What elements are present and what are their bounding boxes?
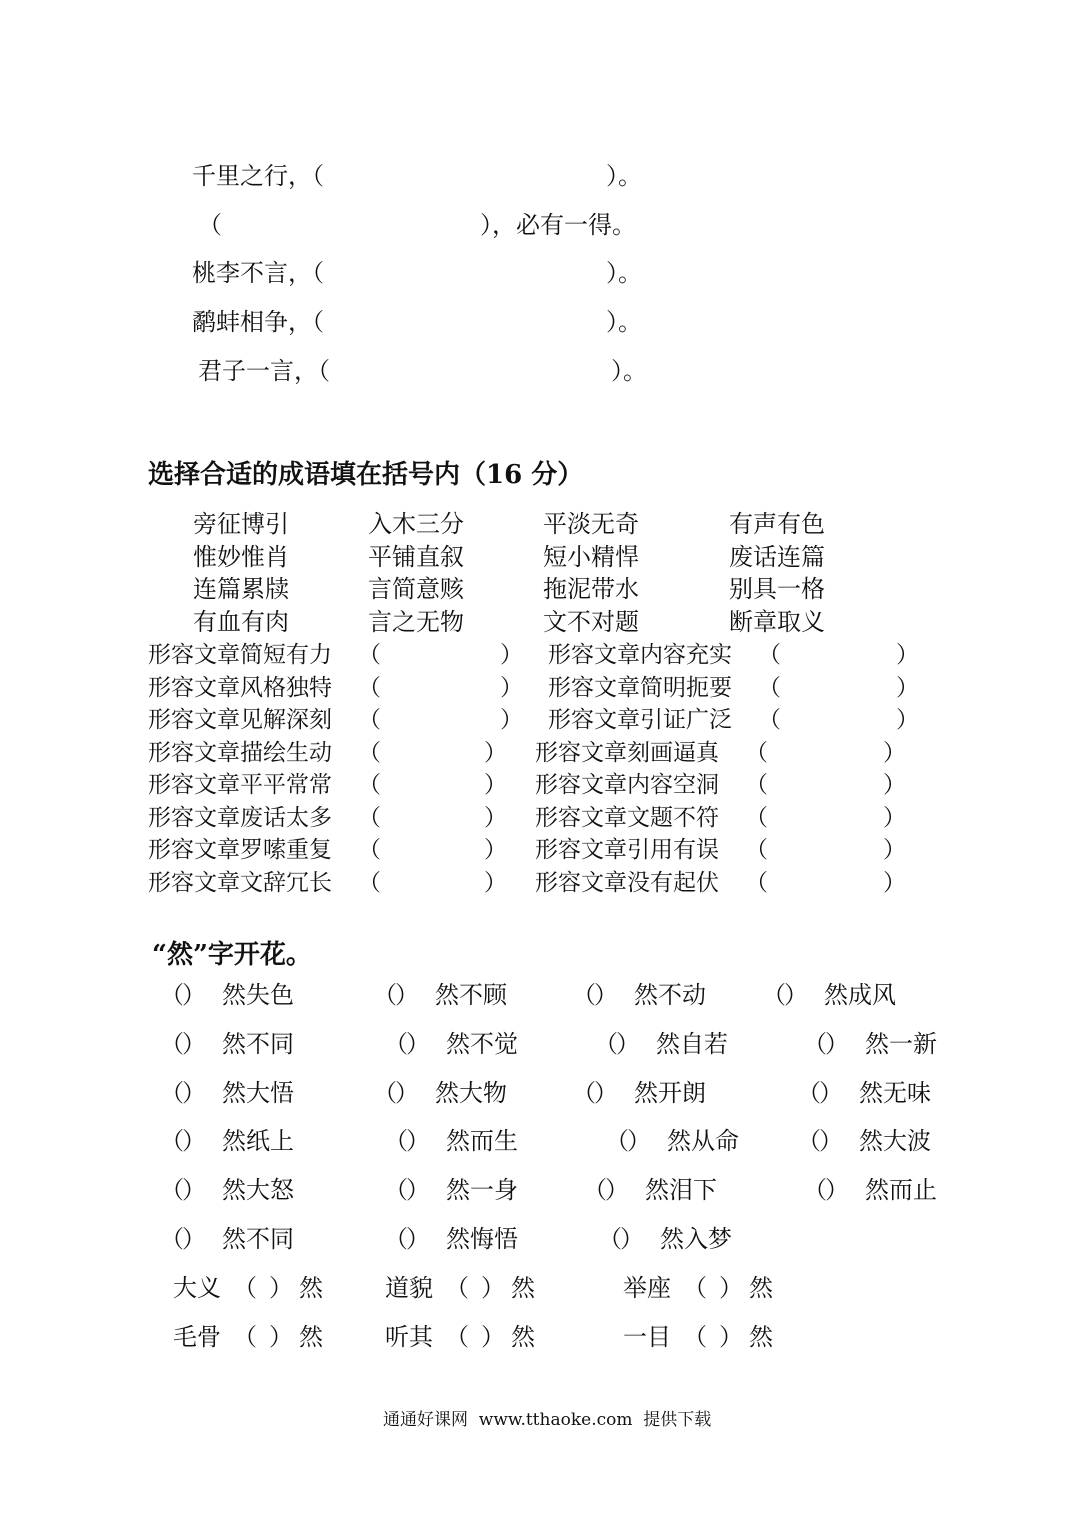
- idiom-option: 入木三分: [368, 510, 464, 538]
- blank-close: ）: [500, 707, 523, 733]
- blank-close: ）: [883, 869, 906, 896]
- proverb-4-end: ）。: [606, 308, 642, 336]
- idiom-option: 连篇累牍: [193, 575, 289, 603]
- ran-blank-open: （: [384, 1176, 408, 1205]
- blank-open: （: [758, 707, 781, 733]
- ran-suffix-word: 听其: [385, 1323, 433, 1351]
- blank-open: （: [358, 674, 381, 701]
- ran-blank-open: （: [594, 1029, 618, 1058]
- blank-open: （: [358, 739, 381, 766]
- ran-suffix-word: 大义: [173, 1274, 221, 1302]
- ran-blank-open: （: [797, 1078, 821, 1107]
- describe-label: 形容文章引用有误: [535, 837, 719, 863]
- ran-word: 然一身: [446, 1176, 518, 1205]
- idiom-option: 言之无物: [368, 607, 464, 636]
- ran-blank-open: （: [384, 1029, 408, 1058]
- ran-blank-close: ）: [719, 1274, 743, 1302]
- ran-word: 然泪下: [645, 1176, 717, 1205]
- blank-close: ）: [484, 869, 507, 896]
- ran-blank-close: ）: [819, 1127, 843, 1156]
- ran-suffix-word: 一目: [623, 1323, 671, 1351]
- ran-word: 然开朗: [634, 1078, 706, 1107]
- idiom-option: 有声有色: [729, 510, 825, 538]
- describe-label: 形容文章没有起伏: [535, 869, 719, 896]
- blank-open: （: [745, 837, 768, 863]
- ran-blank-open: （: [762, 981, 786, 1009]
- ran-word: 然纸上: [222, 1127, 294, 1156]
- proverb-3-end: ）。: [606, 259, 642, 287]
- proverb-5-end: ）。: [611, 357, 647, 385]
- blank-close: ）: [484, 739, 507, 766]
- ran-blank-close: ）: [605, 1176, 629, 1205]
- ran-suffix-word: 道貌: [385, 1274, 433, 1302]
- section-2-title: 选择合适的成语填在括号内（16 分）: [148, 460, 584, 490]
- ran-blank-close: ）: [182, 1029, 206, 1058]
- ran-word: 然大波: [859, 1127, 931, 1156]
- describe-label: 形容文章引证广泛: [548, 707, 732, 733]
- describe-label: 形容文章描绘生动: [148, 739, 332, 766]
- ran-blank-close: ）: [406, 1029, 430, 1058]
- describe-label: 形容文章内容空洞: [535, 772, 719, 798]
- ran-word: 然无味: [859, 1078, 931, 1107]
- proverb-2-start: （: [198, 211, 222, 239]
- ran-blank-close: ）: [819, 1078, 843, 1107]
- ran-blank-open: （: [160, 981, 184, 1009]
- idiom-option: 平铺直叙: [368, 542, 464, 571]
- ran-blank-close: ）: [182, 1127, 206, 1156]
- ran-word: 然而止: [865, 1176, 937, 1205]
- ran-word: 然从命: [667, 1127, 739, 1156]
- ran-blank-close: ）: [784, 981, 808, 1009]
- ran-blank-open: （: [797, 1127, 821, 1156]
- describe-label: 形容文章刻画逼真: [535, 739, 719, 766]
- blank-open: （: [745, 739, 768, 766]
- blank-open: （: [358, 837, 381, 863]
- ran-blank-close: ）: [481, 1274, 505, 1302]
- ran-blank-close: ）: [269, 1274, 293, 1302]
- ran-blank-open: （: [233, 1274, 257, 1302]
- ran-blank-close: ）: [719, 1323, 743, 1351]
- idiom-option: 短小精悍: [543, 542, 639, 571]
- proverb-2-end: ），必有一得。: [480, 211, 636, 239]
- blank-close: ）: [500, 674, 523, 701]
- ran-word: 然大怒: [222, 1176, 294, 1205]
- blank-close: ）: [500, 642, 523, 668]
- ran-word: 然不顾: [435, 981, 507, 1009]
- ran-word: 然不同: [222, 1225, 294, 1253]
- describe-label: 形容文章文辞冗长: [148, 869, 332, 896]
- blank-open: （: [358, 707, 381, 733]
- ran-blank-close: ）: [627, 1127, 651, 1156]
- idiom-option: 别具一格: [729, 575, 825, 603]
- ran-blank-close: ）: [406, 1225, 430, 1253]
- ran-suffix-word: 毛骨: [173, 1323, 221, 1351]
- idiom-option: 惟妙惟肖: [193, 542, 289, 571]
- ran-blank-close: ）: [594, 1078, 618, 1107]
- blank-close: ）: [896, 707, 919, 733]
- blank-open: （: [358, 804, 381, 831]
- ran-blank-open: （: [803, 1176, 827, 1205]
- ran-blank-open: （: [233, 1323, 257, 1351]
- ran-word: 然一新: [865, 1029, 937, 1058]
- ran-blank-close: ）: [594, 981, 618, 1009]
- ran-blank-open: （: [160, 1078, 184, 1107]
- ran-word: 然大物: [435, 1078, 507, 1107]
- idiom-option: 平淡无奇: [543, 510, 639, 538]
- ran-blank-close: ）: [825, 1176, 849, 1205]
- ran-blank-open: （: [373, 1078, 397, 1107]
- section-3-title: “然”字开花。: [152, 940, 312, 970]
- ran-blank-close: ）: [182, 981, 206, 1009]
- idiom-option: 旁征博引: [193, 510, 289, 538]
- ran-blank-open: （: [572, 981, 596, 1009]
- describe-label: 形容文章简明扼要: [548, 674, 732, 701]
- ran-blank-open: （: [373, 981, 397, 1009]
- ran-word: 然失色: [222, 981, 294, 1009]
- ran-blank-close: ）: [182, 1078, 206, 1107]
- idiom-option: 有血有肉: [193, 607, 289, 636]
- ran-blank-close: ）: [406, 1176, 430, 1205]
- blank-close: ）: [883, 772, 906, 798]
- blank-close: ）: [484, 804, 507, 831]
- ran-blank-open: （: [445, 1274, 469, 1302]
- ran-blank-close: ）: [395, 981, 419, 1009]
- blank-open: （: [758, 642, 781, 668]
- blank-close: ）: [896, 642, 919, 668]
- ran-word: 然不动: [634, 981, 706, 1009]
- ran-blank-open: （: [803, 1029, 827, 1058]
- ran-blank-close: ）: [182, 1176, 206, 1205]
- ran-blank-open: （: [384, 1225, 408, 1253]
- ran-blank-close: ）: [616, 1029, 640, 1058]
- ran-blank-open: （: [683, 1323, 707, 1351]
- ran-word: 然悔悟: [446, 1225, 518, 1253]
- blank-open: （: [758, 674, 781, 701]
- ran-suffix-end: 然: [511, 1323, 535, 1351]
- proverb-5-start: 君子一言，（: [198, 357, 330, 385]
- describe-label: 形容文章平平常常: [148, 772, 332, 798]
- describe-label: 形容文章风格独特: [148, 674, 332, 701]
- ran-blank-close: ）: [395, 1078, 419, 1107]
- blank-close: ）: [883, 837, 906, 863]
- ran-blank-open: （: [572, 1078, 596, 1107]
- ran-blank-open: （: [583, 1176, 607, 1205]
- blank-close: ）: [484, 837, 507, 863]
- describe-label: 形容文章见解深刻: [148, 707, 332, 733]
- idiom-option: 言简意赅: [368, 575, 464, 603]
- ran-blank-close: ）: [481, 1323, 505, 1351]
- ran-blank-open: （: [605, 1127, 629, 1156]
- ran-blank-close: ）: [620, 1225, 644, 1253]
- blank-open: （: [358, 772, 381, 798]
- ran-blank-open: （: [445, 1323, 469, 1351]
- ran-word: 然不同: [222, 1029, 294, 1058]
- ran-suffix-end: 然: [511, 1274, 535, 1302]
- blank-open: （: [358, 869, 381, 896]
- ran-blank-open: （: [683, 1274, 707, 1302]
- ran-word: 然自若: [656, 1029, 728, 1058]
- idiom-option: 拖泥带水: [543, 575, 639, 603]
- proverb-1-start: 千里之行，（: [192, 162, 324, 190]
- ran-blank-close: ）: [825, 1029, 849, 1058]
- describe-label: 形容文章内容充实: [548, 642, 732, 668]
- describe-label: 形容文章废话太多: [148, 804, 332, 831]
- idiom-option: 废话连篇: [729, 542, 825, 571]
- ran-blank-open: （: [160, 1029, 184, 1058]
- ran-word: 然不觉: [446, 1029, 518, 1058]
- ran-blank-close: ）: [406, 1127, 430, 1156]
- ran-blank-open: （: [160, 1176, 184, 1205]
- ran-word: 然入梦: [660, 1225, 732, 1253]
- proverb-3-start: 桃李不言，（: [192, 259, 324, 287]
- ran-blank-close: ）: [269, 1323, 293, 1351]
- ran-blank-open: （: [598, 1225, 622, 1253]
- idiom-option: 断章取义: [729, 607, 825, 636]
- ran-word: 然成风: [824, 981, 896, 1009]
- blank-open: （: [745, 804, 768, 831]
- ran-suffix-end: 然: [749, 1323, 773, 1351]
- ran-suffix-end: 然: [299, 1323, 323, 1351]
- footer-note: 通通好课网 www.tthaoke.com 提供下载: [383, 1410, 712, 1430]
- blank-close: ）: [484, 772, 507, 798]
- blank-close: ）: [883, 804, 906, 831]
- ran-blank-close: ）: [182, 1225, 206, 1253]
- describe-label: 形容文章文题不符: [535, 804, 719, 831]
- ran-suffix-end: 然: [299, 1274, 323, 1302]
- ran-blank-open: （: [160, 1225, 184, 1253]
- ran-word: 然而生: [446, 1127, 518, 1156]
- describe-label: 形容文章罗嗦重复: [148, 837, 332, 863]
- ran-suffix-word: 举座: [623, 1274, 671, 1302]
- ran-blank-open: （: [160, 1127, 184, 1156]
- idiom-option: 文不对题: [543, 607, 639, 636]
- ran-blank-open: （: [384, 1127, 408, 1156]
- ran-word: 然大悟: [222, 1078, 294, 1107]
- blank-close: ）: [896, 674, 919, 701]
- blank-close: ）: [883, 739, 906, 766]
- blank-open: （: [358, 642, 381, 668]
- blank-open: （: [745, 772, 768, 798]
- ran-suffix-end: 然: [749, 1274, 773, 1302]
- describe-label: 形容文章简短有力: [148, 642, 332, 668]
- blank-open: （: [745, 869, 768, 896]
- proverb-4-start: 鹬蚌相争，（: [192, 308, 324, 336]
- proverb-1-end: ）。: [606, 162, 642, 190]
